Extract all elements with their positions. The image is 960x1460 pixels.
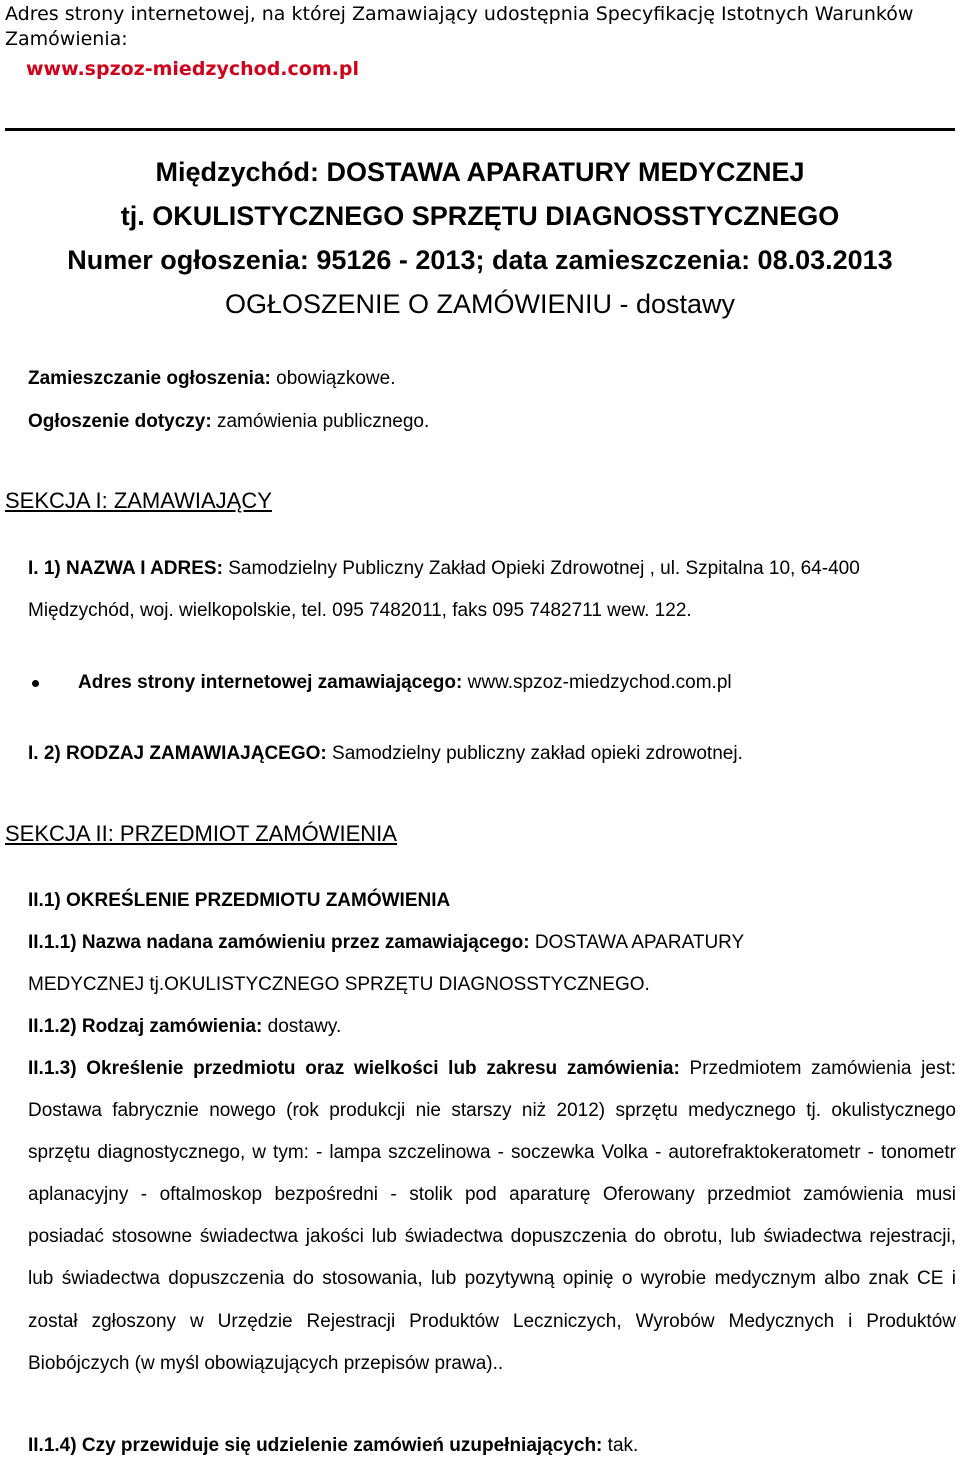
section-2-title: SEKCJA II: PRZEDMIOT ZAMÓWIENIA: [5, 821, 397, 846]
contracting-type-label: I. 2) RODZAJ ZAMAWIAJĄCEGO:: [28, 743, 327, 764]
supplementary-orders-value: tak.: [607, 1435, 639, 1456]
name-address-line-2: Międzychód, woj. wielkopolskie, tel. 095 7482011, faks 095 7482711 wew. 122.: [28, 600, 692, 621]
name-address-line-1: [28, 558, 860, 580]
placement-value: obowiązkowe.: [276, 368, 396, 389]
supplementary-orders-label: II.1.4) Czy przewiduje się udzielenie zamówień uzupełniających:: [28, 1435, 603, 1456]
concerns-line: [28, 411, 429, 433]
announcement-heading: [0, 150, 960, 326]
order-name-value-1: DOSTAWA APARATURY: [534, 932, 745, 953]
order-name-line-1: [28, 932, 744, 954]
order-name-label: II.1.1) Nazwa nadana zamówieniu przez zamawiającego:: [28, 932, 530, 953]
supplementary-orders-line: [28, 1435, 638, 1457]
heading-line-1: Międzychód: DOSTAWA APARATURY MEDYCZNEJ: [155, 157, 805, 187]
name-address-value-1: Samodzielny Publiczny Zakład Opieki Zdrowotnej , ul. Szpitalna 10, 64-400: [228, 558, 860, 579]
heading-line-2: tj. OKULISTYCZNEGO SPRZĘTU DIAGNOSSTYCZNEGO: [120, 201, 840, 231]
concerns-label: Ogłoszenie dotyczy:: [28, 411, 212, 432]
website-line: [78, 672, 732, 694]
bullet-icon: [32, 680, 39, 687]
order-type-line: [28, 1016, 341, 1038]
contracting-type-value: Samodzielny publiczny zakład opieki zdrowotnej.: [332, 743, 743, 764]
horizontal-rule: [5, 128, 955, 131]
name-address-label: I. 1) NAZWA I ADRES:: [28, 558, 223, 579]
section-1-title: SEKCJA I: ZAMAWIAJĄCY: [5, 488, 272, 513]
heading-line-3: Numer ogłoszenia: 95126 - 2013; data zamieszczenia: 08.03.2013: [67, 245, 893, 275]
order-name-line-2: MEDYCZNEJ tj.OKULISTYCZNEGO SPRZĘTU DIAGNOSSTYCZNEGO.: [28, 974, 650, 995]
contracting-type-line: [28, 743, 743, 765]
order-scope-label: II.1.3) Określenie przedmiotu oraz wielkości lub zakresu zamówienia:: [28, 1058, 680, 1079]
intro-text: Adres strony internetowej, na której Zamawiający udostępnia Specyfikację Istotnych Warunków Zamówienia:: [5, 3, 914, 50]
order-scope-paragraph: [28, 1048, 956, 1385]
heading-line-4: OGŁOSZENIE O ZAMÓWIENIU - dostawy: [224, 289, 736, 319]
intro-url: www.spzoz-miedzychod.com.pl: [26, 58, 359, 80]
placement-line: [28, 368, 395, 390]
subject-definition-heading: II.1) OKREŚLENIE PRZEDMIOTU ZAMÓWIENIA: [28, 890, 451, 911]
placement-label: Zamieszczanie ogłoszenia:: [28, 368, 271, 389]
concerns-value: zamówienia publicznego.: [216, 411, 430, 432]
order-type-value: dostawy.: [267, 1016, 342, 1037]
order-type-label: II.1.2) Rodzaj zamówienia:: [28, 1016, 263, 1037]
website-label: Adres strony internetowej zamawiającego:: [78, 672, 463, 693]
website-value: www.spzoz-miedzychod.com.pl: [467, 672, 732, 693]
order-scope-value: Przedmiotem zamówienia jest: Dostawa fabrycznie nowego (rok produkcji nie starszy niż 2012) sprzętu medycznego tj. okulistycznego sprzętu diagnostycznego, w tym: - lampa szczelinowa - soczewka Volka - autorefraktokeratometr - tonometr aplanacyjny - oftalmoskop bezpośredni - stolik pod aparaturę Oferowany przedmiot zamówienia musi posiadać stosowne świadectwa jakości lub świadectwa dopuszczenia do obrotu, lub świadectwa rejestracji, lub świadectwa dopuszczenia do stosowania, lub pozytywną opinię o wyrobie medycznym albo znak CE i został zgłoszony w Urzędzie Rejestracji Produktów Leczniczych, Wyrobów Medycznych i Produktów Biobójczych (w myśl obowiązujących przepisów prawa)..: [28, 1058, 957, 1374]
